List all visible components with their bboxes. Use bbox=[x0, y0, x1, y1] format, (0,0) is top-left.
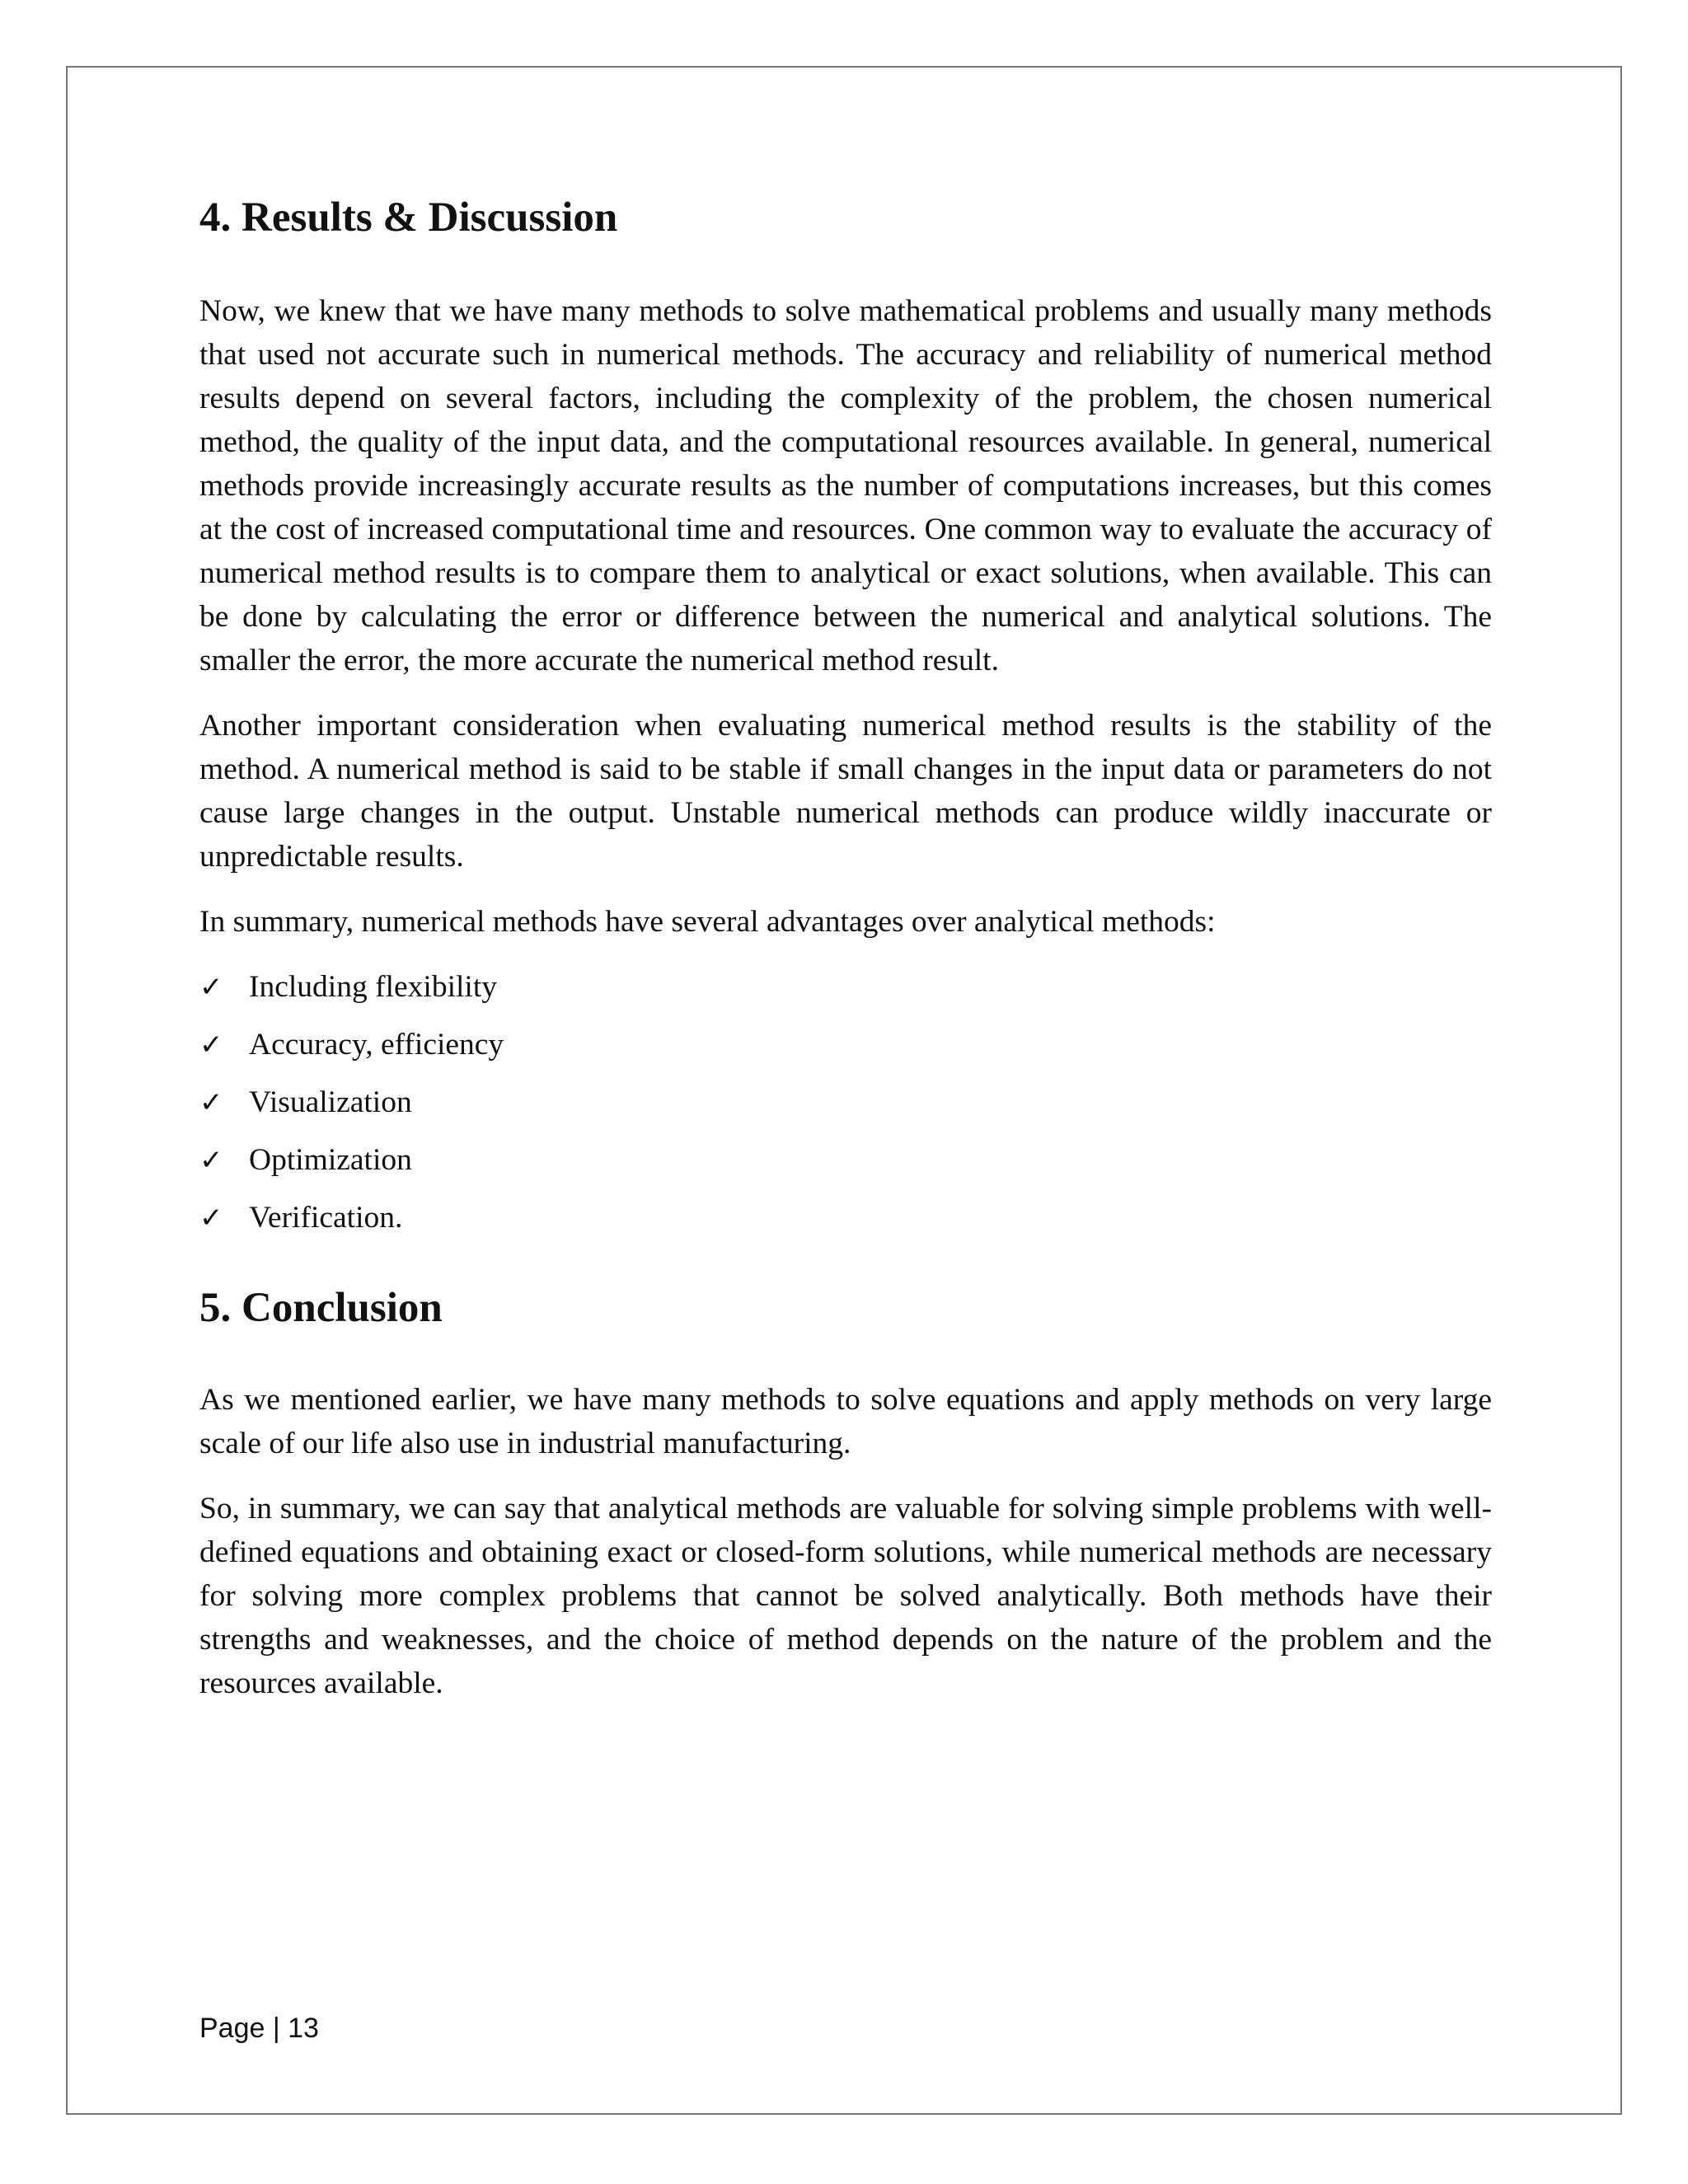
advantages-list-item bbox=[199, 1023, 1492, 1067]
check-icon: ✓ bbox=[199, 1202, 223, 1235]
check-icon: ✓ bbox=[199, 1086, 223, 1120]
page-content bbox=[199, 193, 1492, 1727]
conclusion-paragraph-2: So, in summary, we can say that analytical methods are valuable for solving simple problems with well-defined equations and obtaining exact or closed-form solutions, while numerical methods are necessary for solving more complex problems that cannot be solved analytically. Both methods have their strengths and weaknesses, and the choice of method depends on the nature of the problem and the resources available. bbox=[199, 1492, 1492, 1701]
results-heading: 4. Results & Discussion bbox=[199, 194, 618, 241]
check-icon: ✓ bbox=[199, 971, 223, 1005]
conclusion-paragraph-1: As we mentioned earlier, we have many methods to solve equations and apply methods on very large scale of our life also use in industrial manufacturing. bbox=[199, 1383, 1492, 1461]
advantages-list-item bbox=[199, 1196, 1492, 1240]
results-section bbox=[199, 193, 1492, 1240]
advantage-label: Including flexibility bbox=[249, 970, 497, 1005]
advantages-list-item bbox=[199, 965, 1492, 1010]
advantage-label: Verification. bbox=[249, 1201, 403, 1235]
advantages-list-item bbox=[199, 1138, 1492, 1183]
results-paragraph-3: In summary, numerical methods have several advantages over analytical methods: bbox=[199, 905, 1216, 940]
check-icon: ✓ bbox=[199, 1029, 223, 1062]
check-icon: ✓ bbox=[199, 1144, 223, 1178]
conclusion-section bbox=[199, 1283, 1492, 1705]
conclusion-heading: 5. Conclusion bbox=[199, 1285, 443, 1332]
advantage-label: Accuracy, efficiency bbox=[249, 1028, 504, 1062]
advantages-list-item bbox=[199, 1080, 1492, 1125]
results-paragraph-1: Now, we knew that we have many methods to solve mathematical problems and usually many methods that used not accurate such in numerical methods. The accuracy and reliability of numerical method results depend on several factors, including the complexity of the problem, the chosen numerical method, the quality of the input data, and the computational resources available. In general, numerical methods provide increasingly accurate results as the number of computations increases, but this comes at the cost of increased computational time and resources. One common way to evaluate the accuracy of numerical method results is to compare them to analytical or exact solutions, when available. This can be done by calculating the error or difference between the numerical and analytical solutions. The smaller the error, the more accurate the numerical method result. bbox=[199, 294, 1492, 678]
results-paragraph-2: Another important consideration when evaluating numerical method results is the stability of the method. A numerical method is said to be stable if small changes in the input data or parameters do not cause large changes in the output. Unstable numerical methods can produce wildly inaccurate or unpredictable results. bbox=[199, 709, 1492, 874]
advantage-label: Optimization bbox=[249, 1143, 412, 1178]
advantages-list bbox=[199, 965, 1492, 1240]
page-number: Page | 13 bbox=[199, 2013, 319, 2044]
advantage-label: Visualization bbox=[249, 1085, 412, 1120]
